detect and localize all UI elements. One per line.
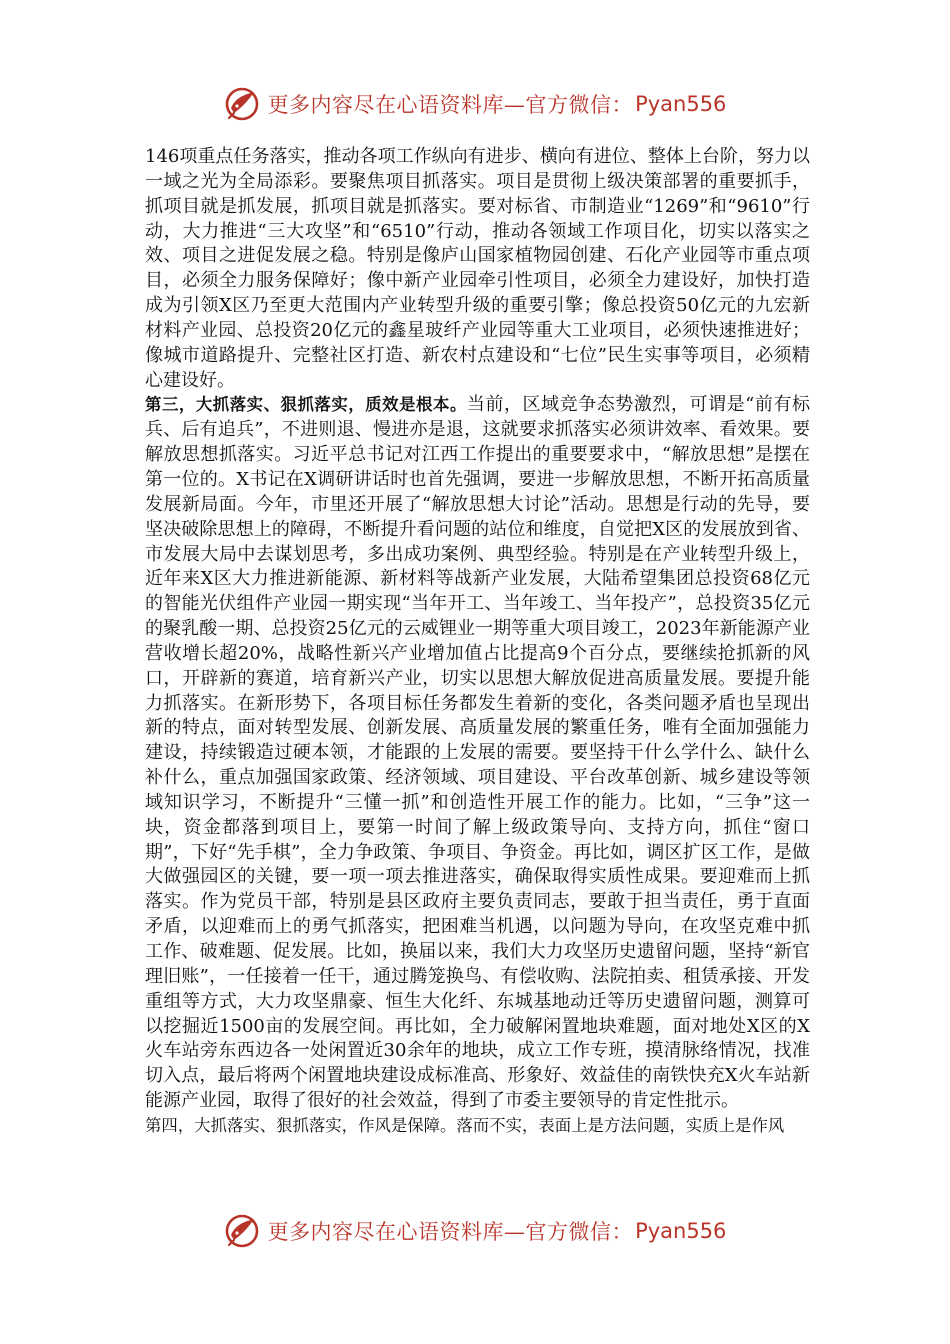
watermark-text: 更多内容尽在心语资料库—官方微信： (267, 1220, 634, 1244)
paragraph-2-text: 当前，区域竞争态势激烈，可谓是“前有标兵、后有追兵”，不进则退、慢进亦是退，这就要求抓落实必须讲效率、看效果。要解放思想抓落实。习近平总书记对江西工作提出的重要要求中，“解放思想”是摆在第一位的。X书记在X调研讲话时也首先强调，要进一步解放思想，不断开拓高质量发展新局面。今年，市里还开展了“解放思想大讨论”活动。思想是行动的先导，要坚决破除思想上的障碍，不断提升看问题的站位和维度，自觉把X区的发展放到省、市发展大局中去谋划思考，多出成功案例、典型经验。特别是在产业转型升级上，近年来X区大力推进新能源、新材料等战新产业发展，大陆希望集团总投资68亿元的智能光伏组件产业园一期实现“当年开工、当年竣工、当年投产”，总投资35亿元的聚乳酸一期、总投资25亿元的云威锂业一期等重大项目竣工，2023年新能源产业营收增长超20%，战略性新兴产业增加值占比提高9个百分点，要继续抢抓新的风口，开辟新的赛道，培育新兴产业，切实以思想大解放促进高质量发展。要提升能力抓落实。在新形势下，各项目标任务都发生着新的变化，各类问题矛盾也呈现出新的特点，面对转型发展、创新发展、高质量发展的繁重任务，唯有全面加强能力建设，持续锻造过硬本领，才能跟的上发展的需要。要坚持干什么学什么、缺什么补什么，重点加强国家政策、经济领域、项目建设、平台改革创新、城乡建设等领域知识学习，不断提升“三懂一抓”和创造性开展工作的能力。比如，“三争”这一块，资金都落到项目上，要第一时间了解上级政策导向、支持方向，抓住“窗口期”，下好“先手棋”，全力争政策、争项目、争资金。再比如，调区扩区工作，是做大做强园区的关键，要一项一项去推进落实，确保取得实质性成果。要迎难而上抓落实。作为党员干部，特别是县区政府主要负责同志，要敢于担当责任，勇于直面矛盾，以迎难而上的勇气抓落实，把困难当机遇，以问题为导向，在攻坚克难中抓工作、破难题、促发展。比如，换届以来，我们大力攻坚历史遗留问题，坚持“新官理旧账”，一任接着一任干，通过腾笼换鸟、有偿收购、法院拍卖、租赁承接、开发重组等方式，大力攻坚鼎豪、恒生大化纤、东城基地动迁等历史遗留问题，测算可以挖掘近1500亩的发展空间。再比如，全力破解闲置地块难题，面对地处X区的X火车站旁东西边各一处闲置近30余年的地块，成立工作专班，摸清脉络情况，找准切入点，最后将两个闲置地块建设成标准高、形象好、效益佳的南铁快充X火车站新能源产业园，取得了很好的社会效益，得到了市委主要领导的肯定性批示。 (145, 394, 811, 1112)
document-body (145, 145, 810, 1139)
watermark-account: Pyan556 (635, 92, 727, 116)
quill-seal-icon (224, 86, 260, 122)
watermark-account: Pyan556 (635, 1219, 727, 1243)
watermark-footer (0, 1211, 950, 1251)
paragraph-1: 146项重点任务落实，推动各项工作纵向有进步、横向有进位、整体上台阶，努力以一域之光为全局添彩。要聚焦项目抓落实。项目是贯彻上级决策部署的重要抓手，抓项目就是抓发展，抓项目就是抓落实。要对标省、市制造业“1269”和“9610”行动，大力推进“三大攻坚”和“6510”行动，推动各领域工作项目化，切实以落实之效、项目之进促发展之稳。特别是像庐山国家植物园创建、石化产业园等市重点项目，必须全力服务保障好；像中新产业园牵引性项目，必须全力建设好，加快打造成为引领X区乃至更大范围内产业转型升级的重要引擎；像总投资50亿元的九宏新材料产业园、总投资20亿元的鑫星玻纤产业园等重大工业项目，必须快速推进好；像城市道路提升、完整社区打造、新农村点建设和“七位”民生实事等项目，必须精心建设好。 (145, 146, 810, 391)
watermark-text: 更多内容尽在心语资料库—官方微信： (267, 93, 634, 117)
section-four-heading: 第四，大抓落实、狠抓落实，作风是保障。落而不实，表面上是方法问题，实质上是作风 (145, 1115, 785, 1135)
paragraph-2 (145, 393, 810, 1113)
quill-seal-icon (224, 1213, 260, 1249)
section-three-heading: 第三，大抓落实、狠抓落实，质效是根本。 (145, 395, 467, 415)
watermark-header (0, 84, 950, 124)
